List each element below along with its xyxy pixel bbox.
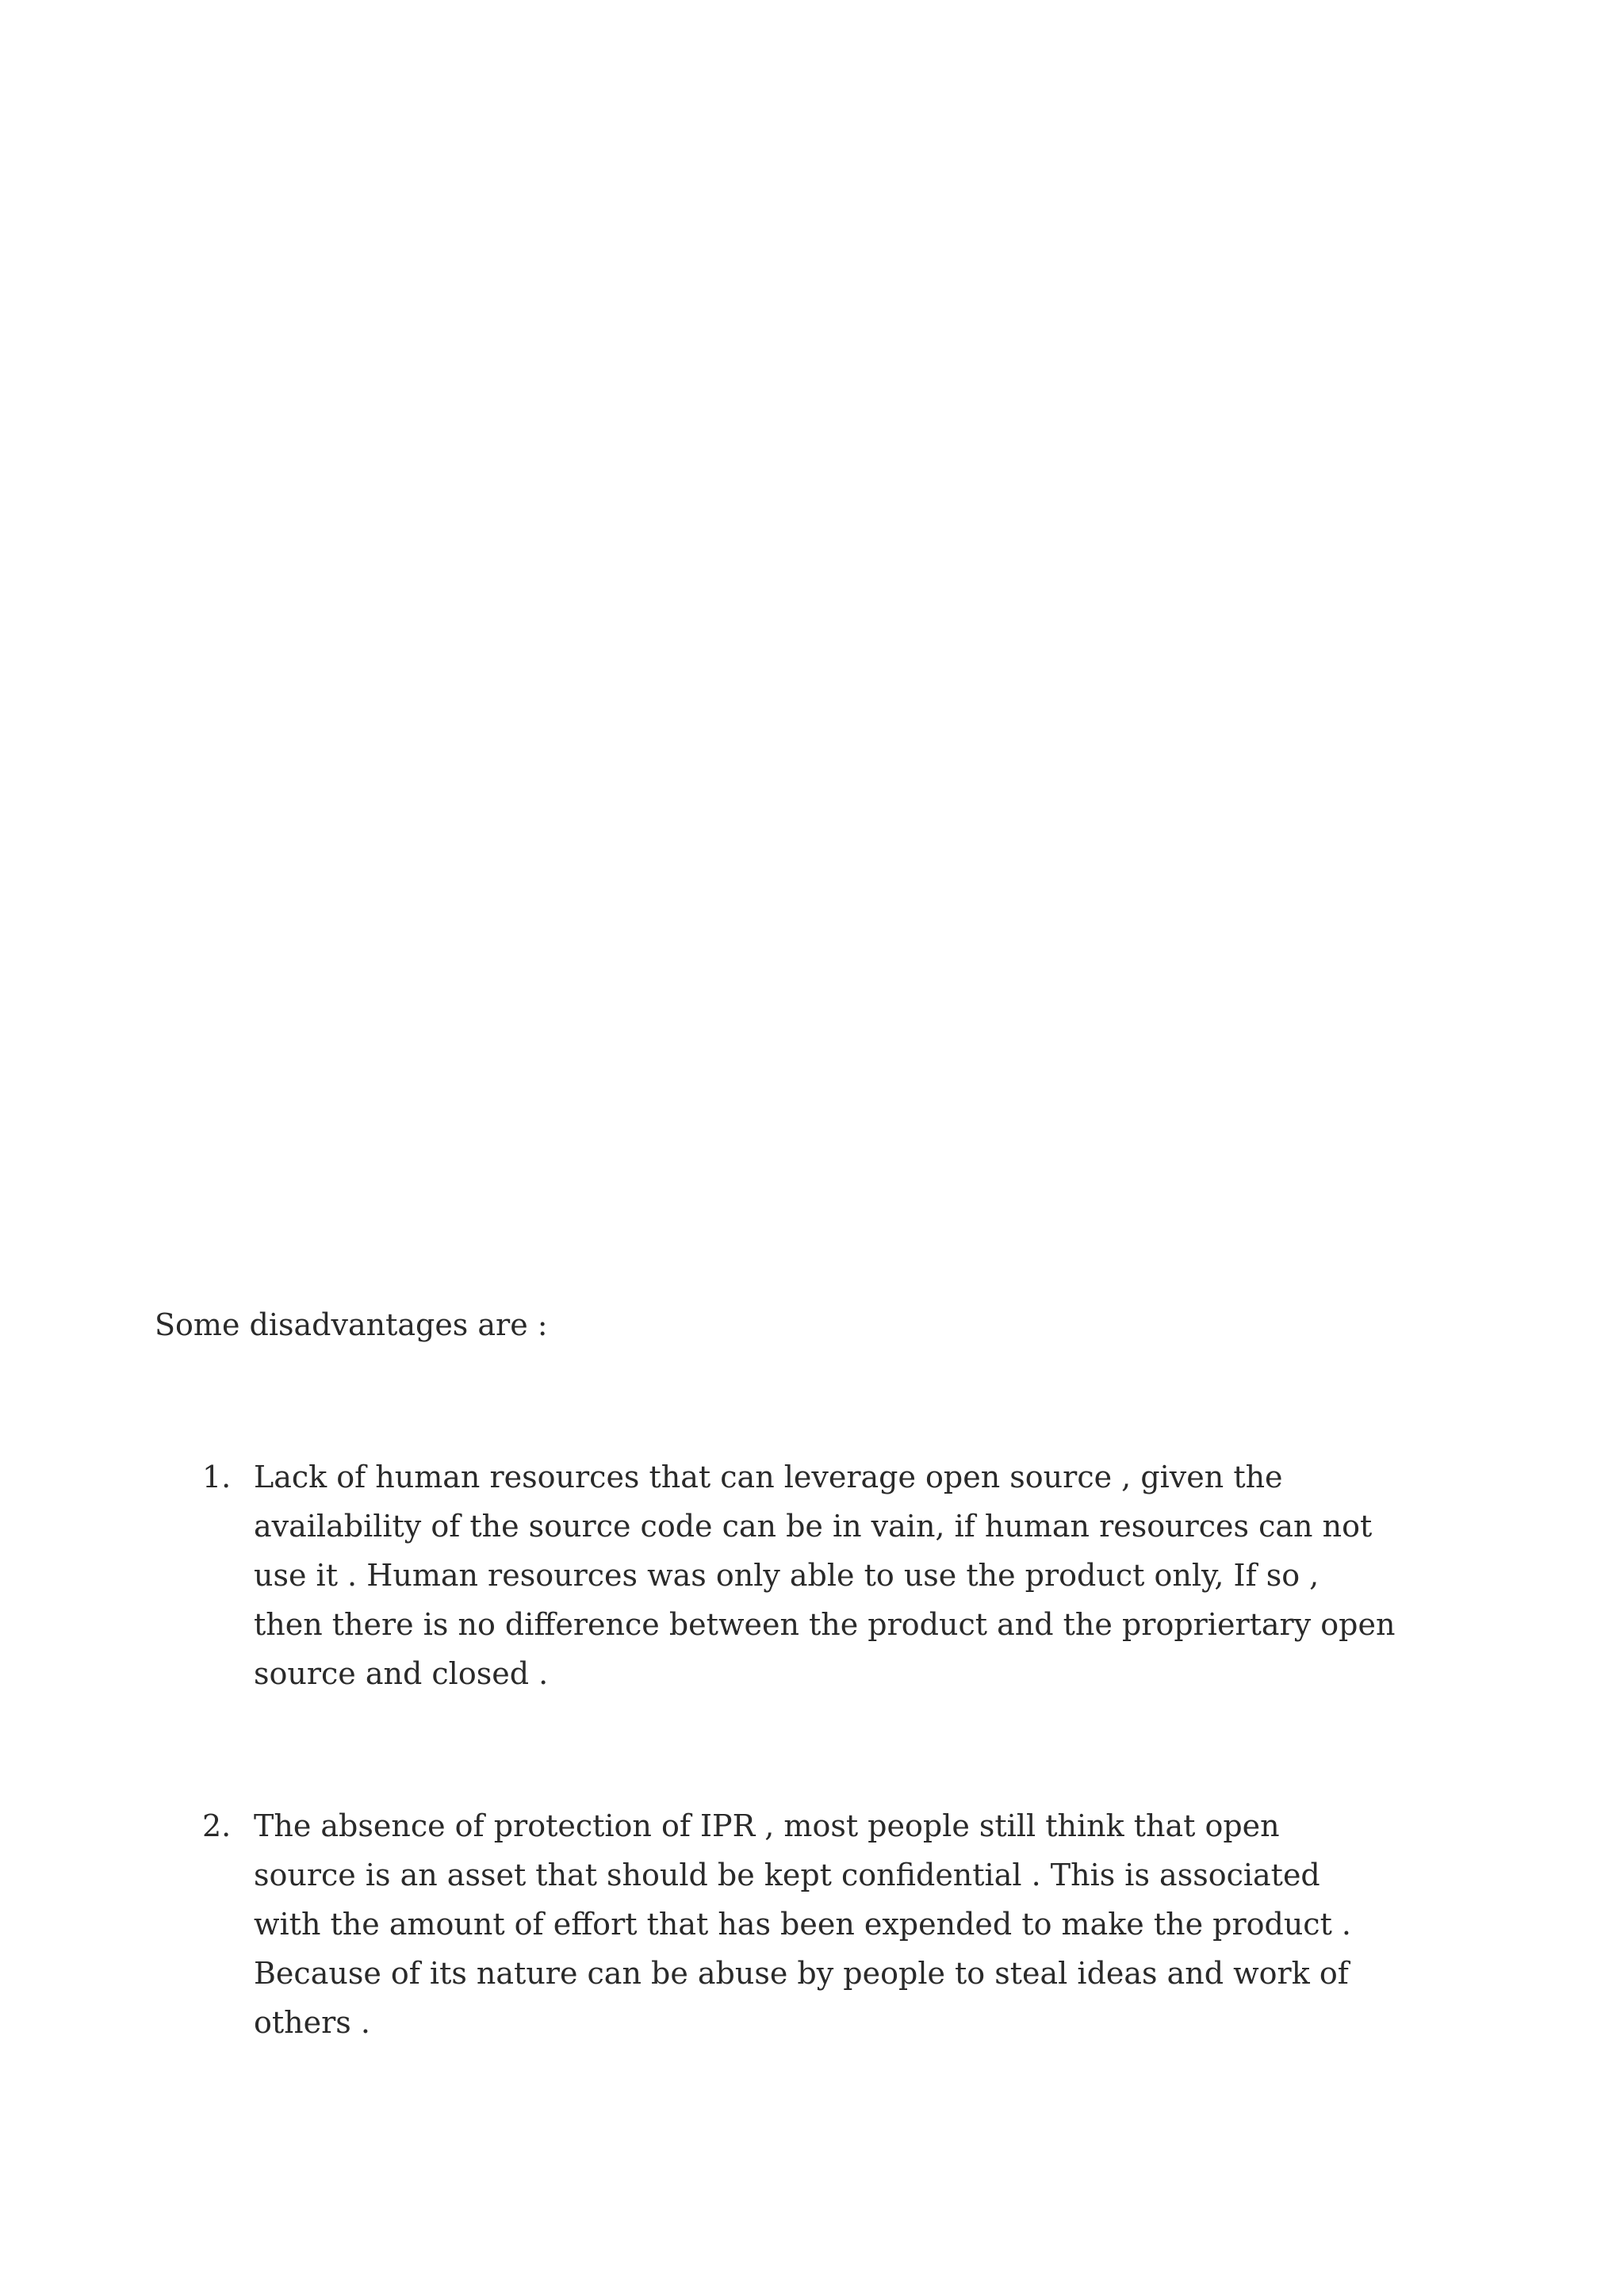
- list-number: 2.: [202, 1808, 232, 1843]
- list-text-line: then there is no difference between the product and the propriertary open: [254, 1607, 1396, 1642]
- list-item: [202, 1801, 1550, 2047]
- list-text-line: with the amount of effort that has been expended to make the product .: [254, 1907, 1352, 1942]
- list-item: [202, 1452, 1550, 1698]
- list-text-line: The absence of protection of IPR , most people still think that open: [254, 1808, 1280, 1843]
- list-text-line: Lack of human resources that can leverage open source , given the: [254, 1460, 1283, 1494]
- list-text-line: source and closed .: [254, 1656, 549, 1691]
- list-text-line: availability of the source code can be in vain, if human resources can not: [254, 1509, 1373, 1544]
- list-text-line: Because of its nature can be abuse by people to steal ideas and work of: [254, 1956, 1349, 1991]
- intro-text: Some disadvantages are :: [155, 1307, 548, 1342]
- list-text-line: source is an asset that should be kept confidential . This is associated: [254, 1858, 1320, 1892]
- list-number: 1.: [202, 1460, 232, 1494]
- list-text-line: others .: [254, 2005, 370, 2040]
- list-text-line: use it . Human resources was only able to use the product only, If so ,: [254, 1558, 1320, 1593]
